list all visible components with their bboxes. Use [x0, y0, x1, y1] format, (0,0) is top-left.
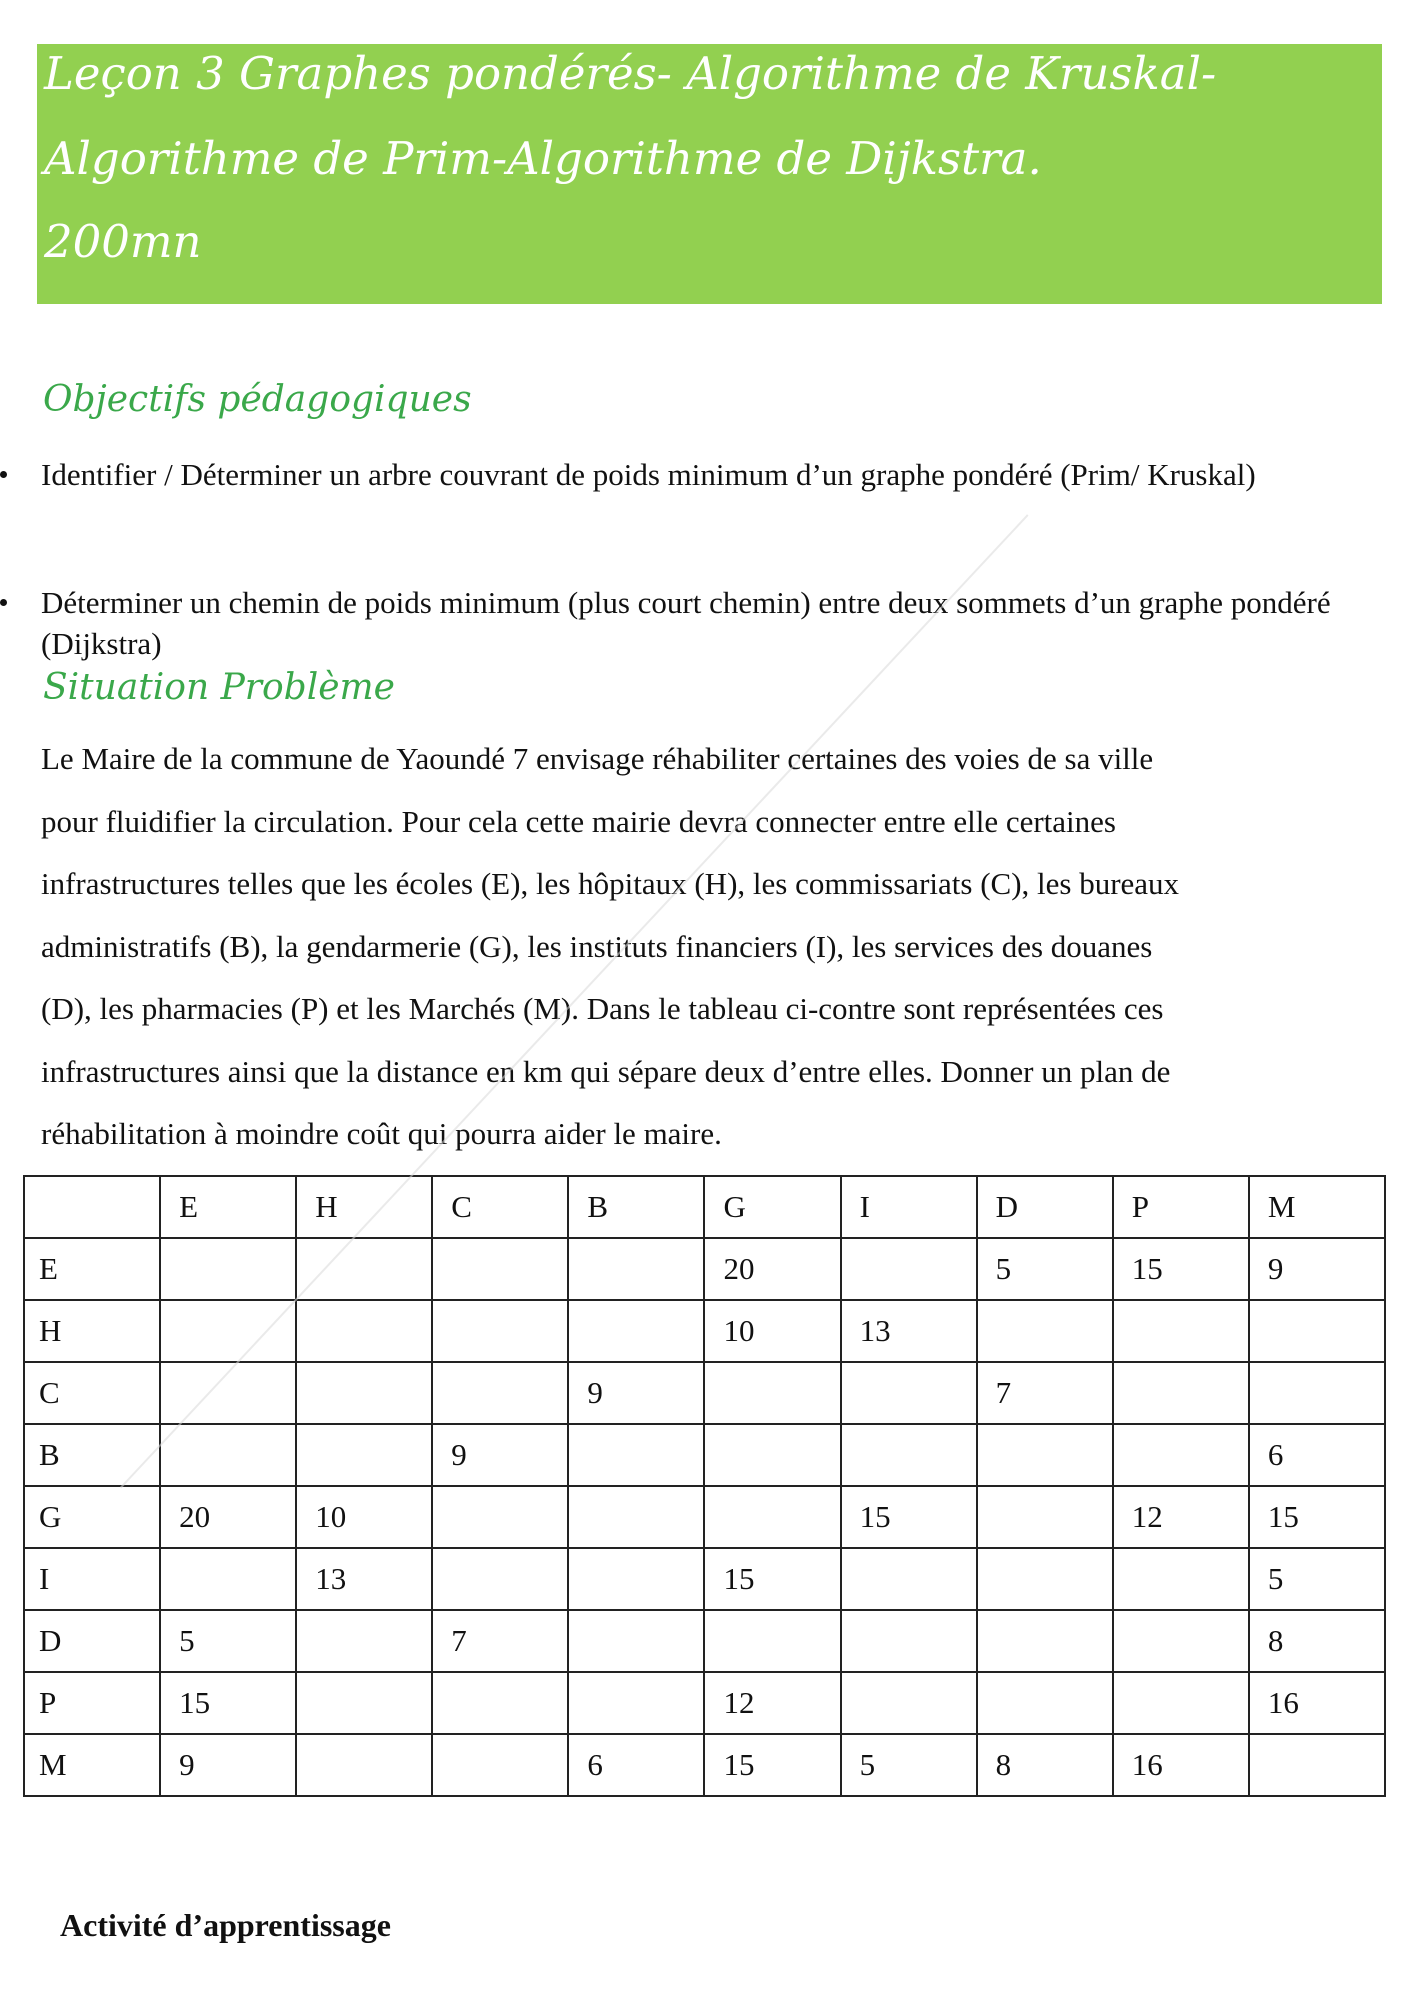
distance-cell [1113, 1548, 1249, 1610]
situation-heading: Situation Problème [43, 667, 395, 708]
distance-cell [841, 1610, 977, 1672]
distance-cell: 13 [296, 1548, 432, 1610]
distance-cell [568, 1238, 704, 1300]
distance-cell [1113, 1610, 1249, 1672]
distance-cell: 7 [432, 1610, 568, 1672]
header-cell: I [841, 1176, 977, 1238]
situation-line: pour fluidifier la circulation. Pour cela cette mairie devra connecter entre elle certaines [41, 804, 1116, 839]
distance-cell [977, 1424, 1113, 1486]
distance-cell: 8 [1249, 1610, 1385, 1672]
distance-cell [841, 1238, 977, 1300]
distance-cell [977, 1610, 1113, 1672]
distance-cell: 5 [841, 1734, 977, 1796]
distance-cell [296, 1672, 432, 1734]
distance-cell [1113, 1672, 1249, 1734]
distance-cell [160, 1548, 296, 1610]
distance-table [23, 1175, 1386, 1797]
objective-item-2: Déterminer un chemin de poids minimum (plus court chemin) entre deux sommets d’un graphe pondéré (Dijkstra) [41, 585, 1331, 661]
distance-cell: 9 [160, 1734, 296, 1796]
situation-line: (D), les pharmacies (P) et les Marchés (M). Dans le tableau ci-contre sont représentées ces [41, 991, 1164, 1026]
distance-cell [568, 1610, 704, 1672]
distance-cell [568, 1548, 704, 1610]
distance-cell [296, 1300, 432, 1362]
distance-cell: 5 [1249, 1548, 1385, 1610]
row-label-cell: I [24, 1548, 160, 1610]
header-cell: E [160, 1176, 296, 1238]
row-label-cell: G [24, 1486, 160, 1548]
distance-cell: 12 [1113, 1486, 1249, 1548]
distance-cell [977, 1300, 1113, 1362]
distance-cell: 20 [160, 1486, 296, 1548]
distance-cell: 6 [568, 1734, 704, 1796]
table-row [24, 1238, 1385, 1300]
row-label-cell: H [24, 1300, 160, 1362]
header-cell: M [1249, 1176, 1385, 1238]
distance-cell: 15 [1113, 1238, 1249, 1300]
distance-cell [568, 1424, 704, 1486]
distance-cell: 15 [1249, 1486, 1385, 1548]
distance-cell [704, 1424, 840, 1486]
lesson-title-line-2: Algorithme de Prim-Algorithme de Dijkstra. [44, 132, 1042, 185]
activity-heading: Activité d’apprentissage [60, 1907, 391, 1943]
distance-cell: 9 [432, 1424, 568, 1486]
distance-cell [568, 1300, 704, 1362]
distance-cell: 15 [160, 1672, 296, 1734]
table-row [24, 1486, 1385, 1548]
distance-cell [432, 1734, 568, 1796]
distance-cell [432, 1238, 568, 1300]
distance-cell [432, 1300, 568, 1362]
objective-item-1: Identifier / Déterminer un arbre couvrant de poids minimum d’un graphe pondéré (Prim/ Kruskal) [41, 457, 1256, 492]
distance-cell [296, 1734, 432, 1796]
distance-cell [841, 1362, 977, 1424]
distance-cell: 5 [160, 1610, 296, 1672]
lesson-title-line-1: Leçon 3 Graphes pondérés- Algorithme de Kruskal- [44, 47, 1217, 100]
distance-cell: 9 [568, 1362, 704, 1424]
distance-cell: 12 [704, 1672, 840, 1734]
situation-line: infrastructures ainsi que la distance en km qui sépare deux d’entre elles. Donner un plan de [41, 1054, 1171, 1089]
distance-cell [432, 1486, 568, 1548]
distance-cell [160, 1424, 296, 1486]
distance-cell [296, 1610, 432, 1672]
bullet-icon [0, 599, 7, 606]
distance-cell [432, 1672, 568, 1734]
distance-cell [977, 1486, 1113, 1548]
distance-cell: 6 [1249, 1424, 1385, 1486]
distance-cell [160, 1300, 296, 1362]
row-label-cell: C [24, 1362, 160, 1424]
row-label-cell: M [24, 1734, 160, 1796]
distance-cell [568, 1486, 704, 1548]
row-label-cell: D [24, 1610, 160, 1672]
table-row [24, 1610, 1385, 1672]
distance-cell [704, 1362, 840, 1424]
row-label-cell: P [24, 1672, 160, 1734]
distance-cell [704, 1610, 840, 1672]
distance-cell: 20 [704, 1238, 840, 1300]
distance-cell [160, 1238, 296, 1300]
distance-cell: 15 [841, 1486, 977, 1548]
row-label-cell: E [24, 1238, 160, 1300]
distance-cell [1113, 1300, 1249, 1362]
table-row [24, 1672, 1385, 1734]
distance-cell: 13 [841, 1300, 977, 1362]
row-label-cell: B [24, 1424, 160, 1486]
header-cell: H [296, 1176, 432, 1238]
distance-cell [1249, 1300, 1385, 1362]
distance-cell [841, 1424, 977, 1486]
header-cell: P [1113, 1176, 1249, 1238]
situation-line: administratifs (B), la gendarmerie (G), les instituts financiers (I), les services des douanes [41, 929, 1153, 964]
objectives-heading: Objectifs pédagogiques [43, 379, 472, 420]
lesson-duration: 200mn [44, 215, 202, 268]
header-cell [24, 1176, 160, 1238]
distance-cell [1249, 1362, 1385, 1424]
table-row [24, 1734, 1385, 1796]
distance-cell [1113, 1424, 1249, 1486]
distance-cell [568, 1672, 704, 1734]
distance-cell [841, 1548, 977, 1610]
situation-line: Le Maire de la commune de Yaoundé 7 envisage réhabiliter certaines des voies de sa ville [41, 741, 1154, 776]
distance-cell [977, 1672, 1113, 1734]
table-row [24, 1424, 1385, 1486]
distance-cell: 15 [704, 1548, 840, 1610]
distance-cell [841, 1672, 977, 1734]
situation-line: infrastructures telles que les écoles (E), les hôpitaux (H), les commissariats (C), les bureaux [41, 866, 1180, 901]
header-cell: G [704, 1176, 840, 1238]
header-cell: B [568, 1176, 704, 1238]
distance-cell [296, 1238, 432, 1300]
distance-cell: 9 [1249, 1238, 1385, 1300]
distance-cell [1249, 1734, 1385, 1796]
situation-line: réhabilitation à moindre coût qui pourra aider le maire. [41, 1116, 722, 1151]
distance-cell [977, 1548, 1113, 1610]
table-header-row [24, 1176, 1385, 1238]
distance-cell: 7 [977, 1362, 1113, 1424]
distance-cell: 16 [1249, 1672, 1385, 1734]
distance-cell: 16 [1113, 1734, 1249, 1796]
header-cell: D [977, 1176, 1113, 1238]
title-banner [37, 44, 1382, 304]
table-row [24, 1548, 1385, 1610]
table-row [24, 1300, 1385, 1362]
distance-cell: 10 [704, 1300, 840, 1362]
distance-cell: 8 [977, 1734, 1113, 1796]
distance-cell [1113, 1362, 1249, 1424]
distance-cell [296, 1424, 432, 1486]
distance-cell [704, 1486, 840, 1548]
header-cell: C [432, 1176, 568, 1238]
distance-cell [296, 1362, 432, 1424]
distance-cell [432, 1362, 568, 1424]
distance-cell [432, 1548, 568, 1610]
distance-cell: 10 [296, 1486, 432, 1548]
bullet-icon [0, 471, 7, 478]
distance-cell: 5 [977, 1238, 1113, 1300]
distance-cell: 15 [704, 1734, 840, 1796]
